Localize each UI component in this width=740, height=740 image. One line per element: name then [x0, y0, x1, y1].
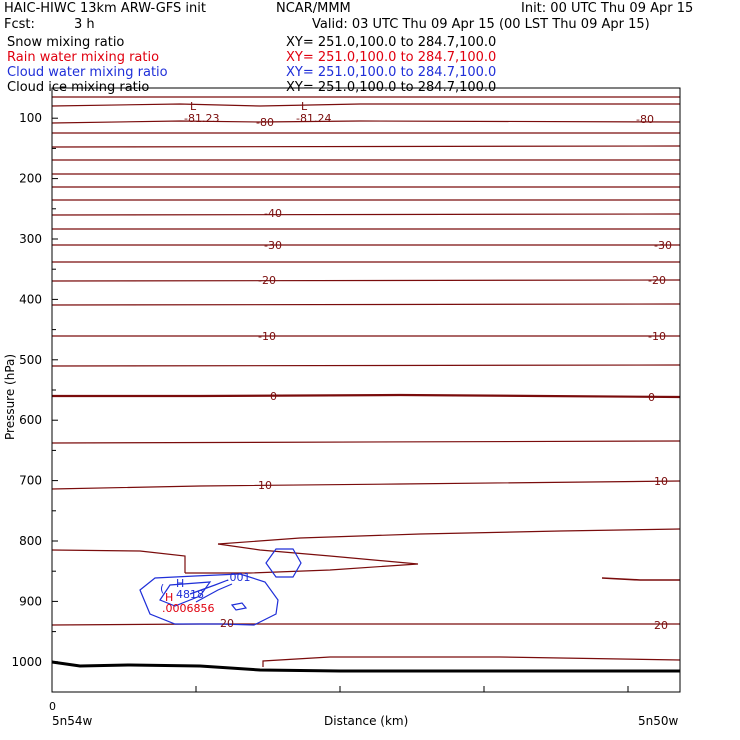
- temp-contour-line: [52, 146, 680, 147]
- y-tick-label: 300: [19, 232, 42, 246]
- contour-label: 20: [220, 617, 234, 630]
- y-tick-label: 900: [19, 594, 42, 609]
- temp-contour-line: [263, 657, 680, 667]
- forecast-label: Fcst:: [4, 17, 35, 32]
- rain-max-label: .0006856: [162, 602, 215, 615]
- forecast-hour: 3 h: [74, 17, 95, 32]
- temp-contour-line: [52, 624, 680, 625]
- field-name-rain: Rain water mixing ratio: [7, 50, 160, 65]
- temp-contour-line: [52, 280, 680, 281]
- contour-label: -80: [256, 116, 274, 129]
- contour-label: 0: [648, 391, 655, 404]
- y-tick-label: 1000: [11, 654, 42, 669]
- contour-label: -10: [648, 330, 666, 343]
- temp-contour-line: [52, 550, 185, 573]
- y-tick-label: 800: [19, 534, 42, 548]
- contour-label: 0: [270, 390, 277, 403]
- y-tick-label: 100: [19, 111, 42, 126]
- high-marker: H: [176, 577, 185, 590]
- field-name-cloud-water: Cloud water mixing ratio: [7, 65, 168, 80]
- contour-label: 10: [654, 475, 668, 488]
- low-marker: L: [190, 100, 197, 113]
- temp-contour-line: [52, 365, 680, 366]
- low-marker: L: [301, 100, 308, 113]
- temp-contour-line: [218, 529, 680, 544]
- field-xy-cloud-ice: XY= 251.0,100.0 to 284.7,100.0: [286, 80, 497, 95]
- cloud-max-label: 4818: [176, 588, 204, 601]
- field-name-snow: Snow mixing ratio: [7, 35, 125, 50]
- field-xy-cloud-water: XY= 251.0,100.0 to 284.7,100.0: [286, 65, 497, 80]
- field-xy-snow: XY= 251.0,100.0 to 284.7,100.0: [286, 35, 497, 50]
- contour-label: -10: [258, 330, 276, 343]
- y-tick-label: 700: [19, 473, 42, 488]
- y-tick-label: 600: [19, 413, 42, 428]
- temp-contour-line: [52, 441, 680, 443]
- paren-marker: (: [160, 582, 165, 595]
- contour-label: 10: [258, 479, 272, 492]
- temp-contour-line: [52, 304, 680, 305]
- cloud-water-contour: [232, 603, 246, 610]
- field-name-cloud-ice: Cloud ice mixing ratio: [7, 80, 150, 95]
- y-tick-label: 200: [19, 171, 42, 186]
- x-end-label: 5n50w: [638, 714, 679, 728]
- terrain-line: [52, 662, 680, 671]
- x-start-label: 5n54w: [52, 714, 93, 728]
- temp-contour-line: [52, 481, 680, 489]
- valid-time: Valid: 03 UTC Thu 09 Apr 15 (00 LST Thu 09 Apr 15): [312, 17, 650, 32]
- contour-label: 20: [654, 619, 668, 632]
- cloud-contour-label: .001: [226, 571, 251, 584]
- plot-frame: [52, 88, 680, 692]
- contour-label: -40: [264, 207, 282, 220]
- temp-contour-line: [52, 104, 680, 106]
- x-axis-title: Distance (km): [324, 714, 409, 728]
- y-axis-title: Pressure (hPa): [3, 353, 17, 440]
- y-tick-label: 400: [19, 292, 42, 307]
- contour-label: -81.24: [296, 112, 332, 125]
- temp-contour-line: [52, 395, 680, 397]
- temp-contour-line: [185, 544, 418, 573]
- contour-label: -80: [636, 113, 654, 126]
- init-time: Init: 00 UTC Thu 09 Apr 15: [521, 1, 694, 16]
- contour-label: -20: [258, 274, 276, 287]
- y-tick-label: 500: [19, 352, 42, 367]
- high-marker: H: [165, 591, 174, 604]
- temp-contour-line: [602, 578, 680, 580]
- field-xy-rain: XY= 251.0,100.0 to 284.7,100.0: [286, 50, 497, 65]
- org-label: NCAR/MMM: [276, 1, 351, 16]
- temp-contour-line: [52, 121, 680, 123]
- model-title: HAIC-HIWC 13km ARW-GFS init: [4, 1, 206, 16]
- contour-label: -30: [654, 239, 672, 252]
- x-zero-label: 0: [49, 700, 56, 713]
- contour-label: -20: [648, 274, 666, 287]
- temp-contour-line: [52, 214, 680, 215]
- contour-label: -81.23: [184, 112, 220, 125]
- contour-label: -30: [264, 239, 282, 252]
